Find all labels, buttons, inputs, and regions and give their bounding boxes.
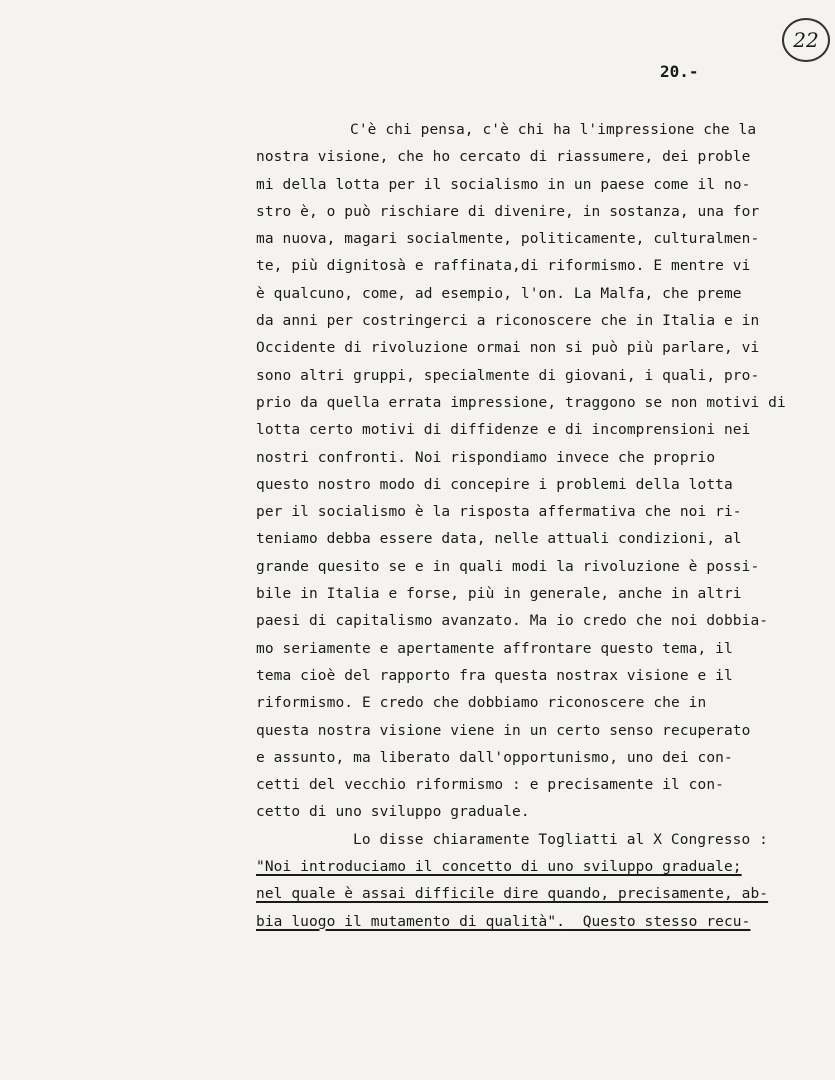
quote-text: bia luogo il mutamento di qualità". — [256, 913, 566, 930]
text-line: tema cioè del rapporto fra questa nostrax visione e il — [256, 667, 733, 684]
quote-line — [256, 881, 831, 908]
continuation-text: Questo stesso recu- — [565, 913, 751, 930]
text-line: e assunto, ma liberato dall'opportunismo, uno dei con- — [256, 749, 733, 766]
text-line: questo nostro modo di concepire i problemi della lotta — [256, 476, 733, 493]
text-line: per il socialismo è la risposta affermativa che noi ri- — [256, 504, 742, 521]
text-line: Occidente di rivoluzione ormai non si può più parlare, vi — [256, 340, 760, 357]
text-line: da anni per costringerci a riconoscere che in Italia e in — [256, 313, 760, 330]
page-number: 20.- — [660, 62, 699, 81]
text-line: riformismo. E credo che dobbiamo riconoscere che in — [256, 695, 707, 712]
text-line: nostri confronti. Noi rispondiamo invece che proprio — [256, 449, 716, 466]
text-line: bile in Italia e forse, più in generale, anche in altri — [256, 586, 742, 603]
text-line: Lo disse chiaramente Togliatti al X Congresso : — [353, 831, 768, 848]
quote-text: nel quale è assai difficile dire quando, precisamente, ab- — [256, 886, 769, 903]
text-line: teniamo debba essere data, nelle attuali condizioni, al — [256, 531, 742, 548]
text-line: ma nuova, magari socialmente, politicamente, culturalmen- — [256, 231, 760, 248]
quote-line — [256, 854, 831, 881]
text-line: C'è chi pensa, c'è chi ha l'impressione che la — [350, 122, 757, 138]
quote-text: "Noi introduciamo il concetto di uno sviluppo graduale; — [256, 859, 742, 876]
text-line: te, più dignitosà e raffinata,di riformismo. E mentre vi — [256, 258, 751, 275]
text-line: questa nostra visione viene in un certo senso recuperato — [256, 722, 751, 739]
text-line: mo seriamente e apertamente affrontare questo tema, il — [256, 640, 733, 657]
text-line: grande quesito se e in quali modi la rivoluzione è possi- — [256, 558, 760, 575]
text-line: cetto di uno sviluppo graduale. — [256, 804, 530, 821]
quote-line — [256, 909, 831, 936]
text-line: nostra visione, che ho cercato di riassumere, dei proble — [256, 149, 751, 166]
text-line: sono altri gruppi, specialmente di giovani, i quali, pro- — [256, 367, 760, 384]
text-line: è qualcuno, come, ad esempio, l'on. La Malfa, che preme — [256, 285, 742, 302]
text-line: mi della lotta per il socialismo in un paese come il no- — [256, 176, 751, 193]
text-line: paesi di capitalismo avanzato. Ma io credo che noi dobbia- — [256, 613, 769, 630]
text-line: prio da quella errata impressione, traggono se non motivi di — [256, 394, 786, 411]
text-line: stro è, o può rischiare di divenire, in sostanza, una for — [256, 203, 760, 220]
folio-stamp — [782, 18, 830, 62]
folio-number: 22 — [793, 28, 819, 52]
text-line: lotta certo motivi di diffidenze e di incomprensioni nei — [256, 422, 751, 439]
text-line: cetti del vecchio riformismo : e precisamente il con- — [256, 777, 724, 794]
body-text — [256, 117, 831, 936]
